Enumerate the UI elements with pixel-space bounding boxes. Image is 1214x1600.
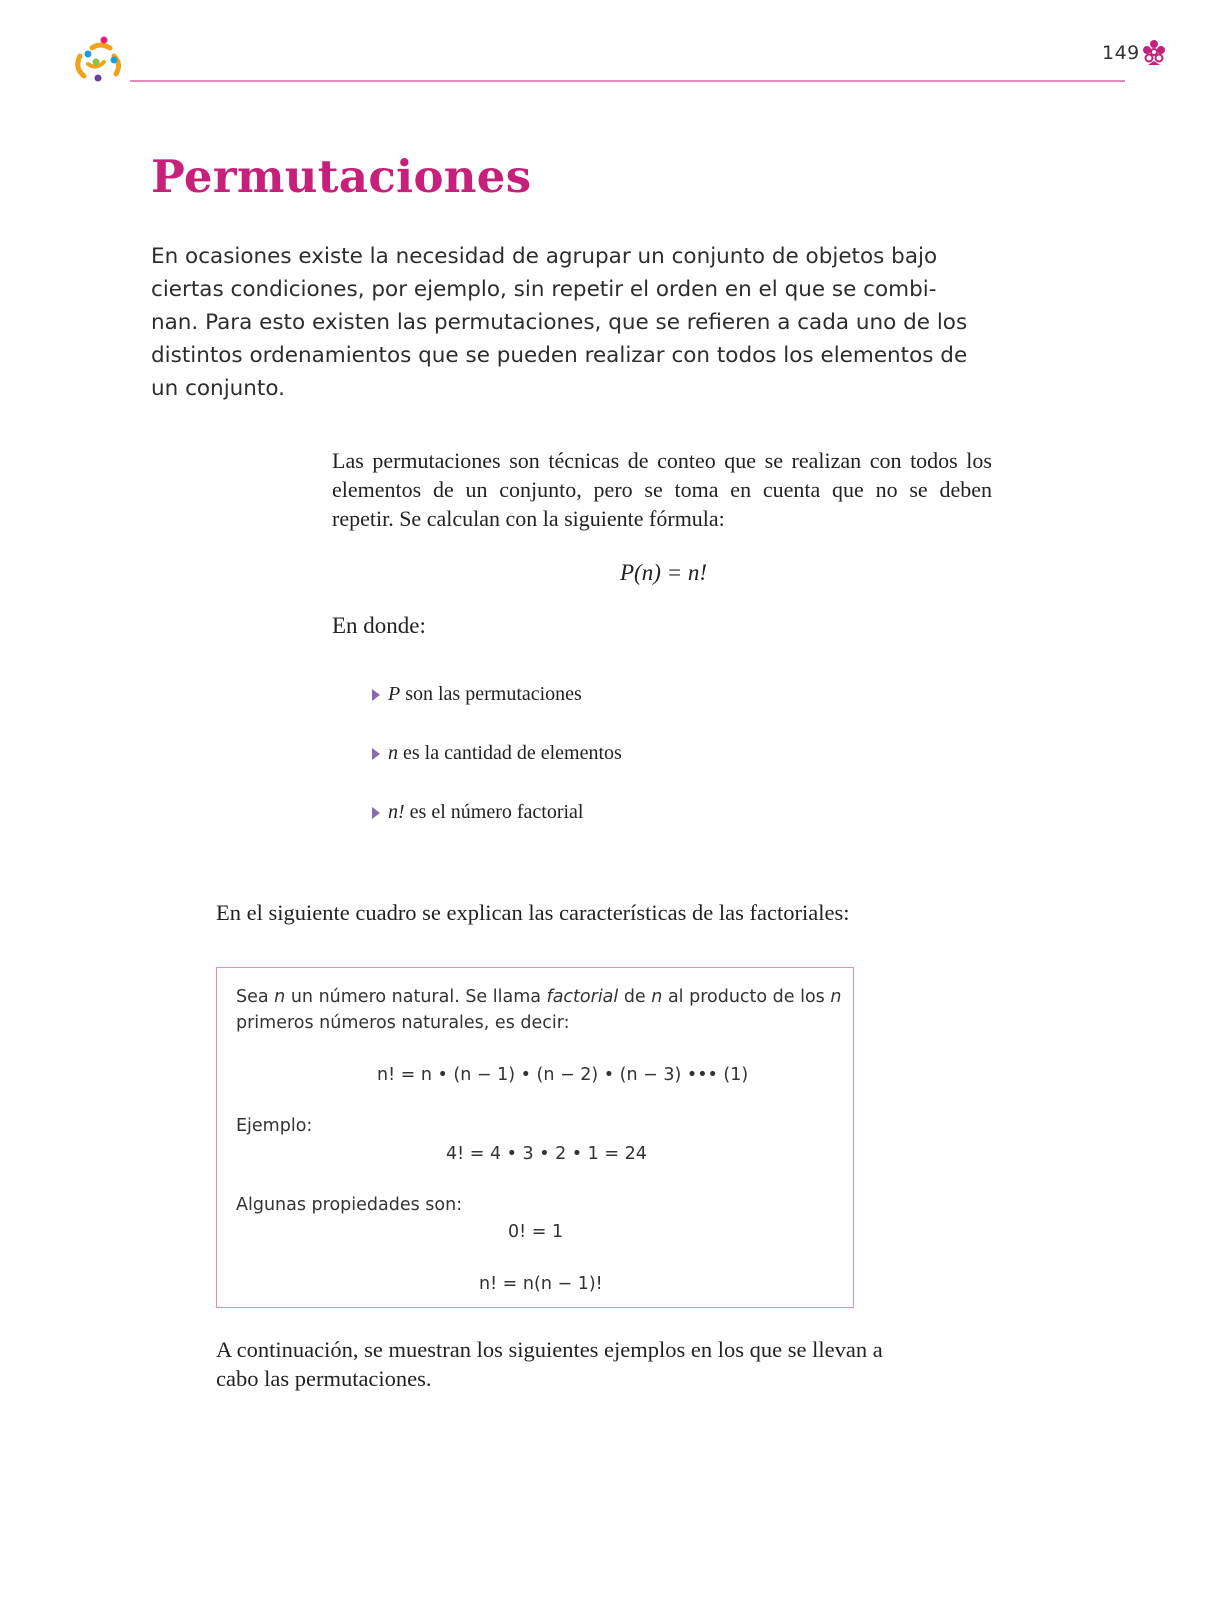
intro-line: un conjunto. [151, 376, 285, 401]
properties-label: Algunas propiedades son: [236, 1195, 463, 1215]
header-divider [130, 80, 1125, 82]
page-number: 149 [1102, 42, 1140, 64]
bullet-triangle-icon [372, 748, 380, 760]
example-label: Ejemplo: [236, 1116, 313, 1136]
bullet-text: es la cantidad de elementos [403, 742, 622, 764]
bullet-symbol: n [388, 742, 398, 764]
bullet-symbol: P [388, 683, 401, 705]
intro-line: ciertas condiciones, por ejemplo, sin repetir el orden en el que se combi- [151, 277, 937, 302]
property-recursive: n! = n(n − 1)! [479, 1274, 603, 1294]
bullet-item [372, 742, 622, 765]
bullet-triangle-icon [372, 807, 380, 819]
outro-line: cabo las permutaciones. [216, 1366, 432, 1391]
definition-line: elementos de un conjunto, pero se toma en cuenta que no se deben [332, 477, 992, 502]
permutation-formula: P(n) = n! [620, 560, 708, 585]
property-zero-factorial: 0! = 1 [508, 1222, 564, 1242]
outro-paragraph [216, 1335, 916, 1393]
factorial-formula: n! = n • (n − 1) • (n − 2) • (n − 3) ••• (1) [377, 1065, 749, 1085]
bullet-text: es el número factorial [409, 801, 584, 823]
bullet-triangle-icon [372, 689, 380, 701]
bullet-text: son las permutaciones [405, 683, 582, 705]
bullet-item [372, 683, 582, 706]
factorial-definition-text-2: primeros números naturales, es decir: [236, 1013, 570, 1033]
definition-line: repetir. Se calculan con la siguiente fórmula: [332, 506, 725, 531]
outro-line: A continuación, se muestran los siguientes ejemplos en los que se llevan a [216, 1337, 883, 1362]
intro-paragraph [151, 240, 968, 405]
example-formula: 4! = 4 • 3 • 2 • 1 = 24 [446, 1144, 647, 1164]
bullet-symbol: n! [388, 801, 405, 823]
factorial-definition-text: Sea n un número natural. Se llama factorial de n al producto de los n [236, 987, 842, 1007]
flower-ornament-icon [1140, 38, 1168, 68]
colorful-figures-logo-icon [70, 34, 126, 84]
intro-line: nan. Para esto existen las permutaciones, que se refieren a cada uno de los [151, 310, 968, 335]
table-intro: En el siguiente cuadro se explican las características de las factoriales: [216, 900, 850, 925]
definition-paragraph [332, 446, 992, 533]
definition-line: Las permutaciones son técnicas de conteo que se realizan con todos los [332, 448, 992, 473]
page-title: Permutaciones [151, 150, 532, 203]
bullet-item [372, 801, 583, 824]
where-label: En donde: [332, 613, 426, 638]
intro-line: En ocasiones existe la necesidad de agrupar un conjunto de objetos bajo [151, 244, 938, 269]
intro-line: distintos ordenamientos que se pueden realizar con todos los elementos de [151, 343, 968, 368]
